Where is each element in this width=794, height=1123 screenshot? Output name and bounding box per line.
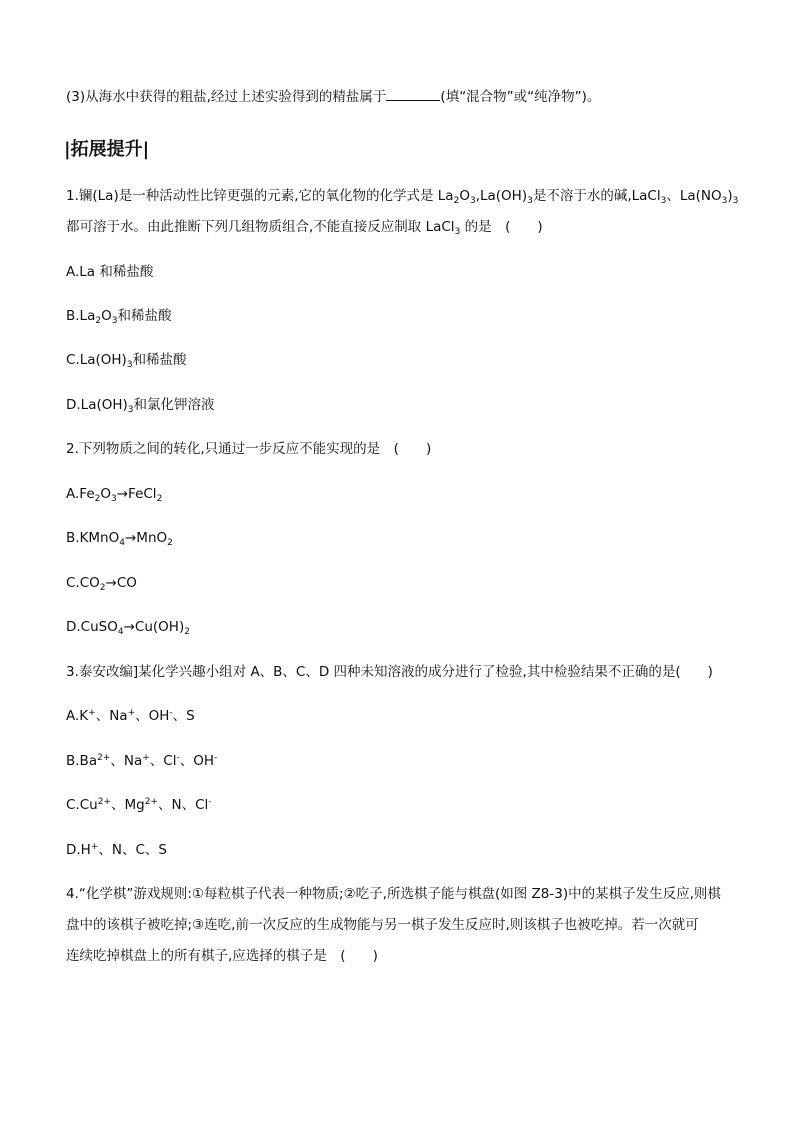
q1-option-c[interactable]: $C.La(OH)_3$和稀盐酸 [66, 352, 187, 370]
q2-stem: 2.下列物质之间的转化,只通过一步反应不能实现的是 ( ) [66, 441, 432, 457]
q3-option-a[interactable]: A.K+、Na+、OH-、S [66, 708, 195, 724]
q3-part3-line [66, 86, 600, 107]
q3-option-b[interactable]: $B.Ba^{2+}$、Na+、Cl-、OH- [66, 753, 218, 769]
q1-option-a[interactable]: A.La 和稀盐酸 [66, 264, 154, 280]
q1-stem-line2: 都可溶于水。由此推断下列几组物质组合,不能直接反应制取 LaCl$_3$ 的是 ( ) [66, 219, 543, 237]
q2-option-a[interactable]: $A.Fe_2O_3\to FeCl_2$ [66, 486, 163, 504]
section-title: |拓展提升| [64, 139, 150, 160]
q3-option-c[interactable]: $C.Cu^{2+}$、$Mg^{2+}$、N、Cl- [66, 797, 212, 813]
q1-option-b[interactable]: $B.La_2O_3$和稀盐酸 [66, 308, 172, 326]
q4-line2: 盘中的该棋子被吃掉;③连吃,前一次反应的生成物能与另一棋子发生反应时,则该棋子也被吃掉。若一次就可 [66, 917, 699, 933]
q2-option-c[interactable]: $C.CO_2\to CO$ [66, 575, 137, 593]
q3-stem: 3.泰安改编]某化学兴趣小组对 A、B、C、D 四种未知溶液的成分进行了检验,其中检验结果不正确的是( ) [66, 664, 713, 680]
q1-option-d[interactable]: $D.La(OH)_3$和氯化钾溶液 [66, 397, 215, 415]
q3-part3-before: (3)从海水中获得的粗盐,经过上述实验得到的精盐属于 [66, 89, 387, 105]
q2-option-b[interactable]: B.KMnO$_4$→MnO$_2$ [66, 530, 173, 548]
q4-line1: 4.“化学棋”游戏规则:①每粒棋子代表一种物质;②吃子,所选棋子能与棋盘(如图 Z8-3)中的某棋子发生反应,则棋 [66, 886, 721, 902]
q1-stem-line1: 1.镧(La)是一种活动性比锌更强的元素,它的氧化物的化学式是 $La_2O_3,La(OH)_3$是不溶于水的碱,LaCl$_3$、$La(NO_3)_3$ [66, 188, 739, 206]
answer-blank[interactable] [386, 86, 440, 101]
q4-line3: 连续吃掉棋盘上的所有棋子,应选择的棋子是 ( ) [66, 948, 378, 964]
q3-option-d[interactable]: D.H+、N、C、S [66, 842, 167, 858]
q3-part3-after: (填“混合物”或“纯净物”)。 [440, 89, 601, 105]
q2-option-d[interactable]: $D.CuSO_4\to Cu(OH)_2$ [66, 619, 190, 637]
